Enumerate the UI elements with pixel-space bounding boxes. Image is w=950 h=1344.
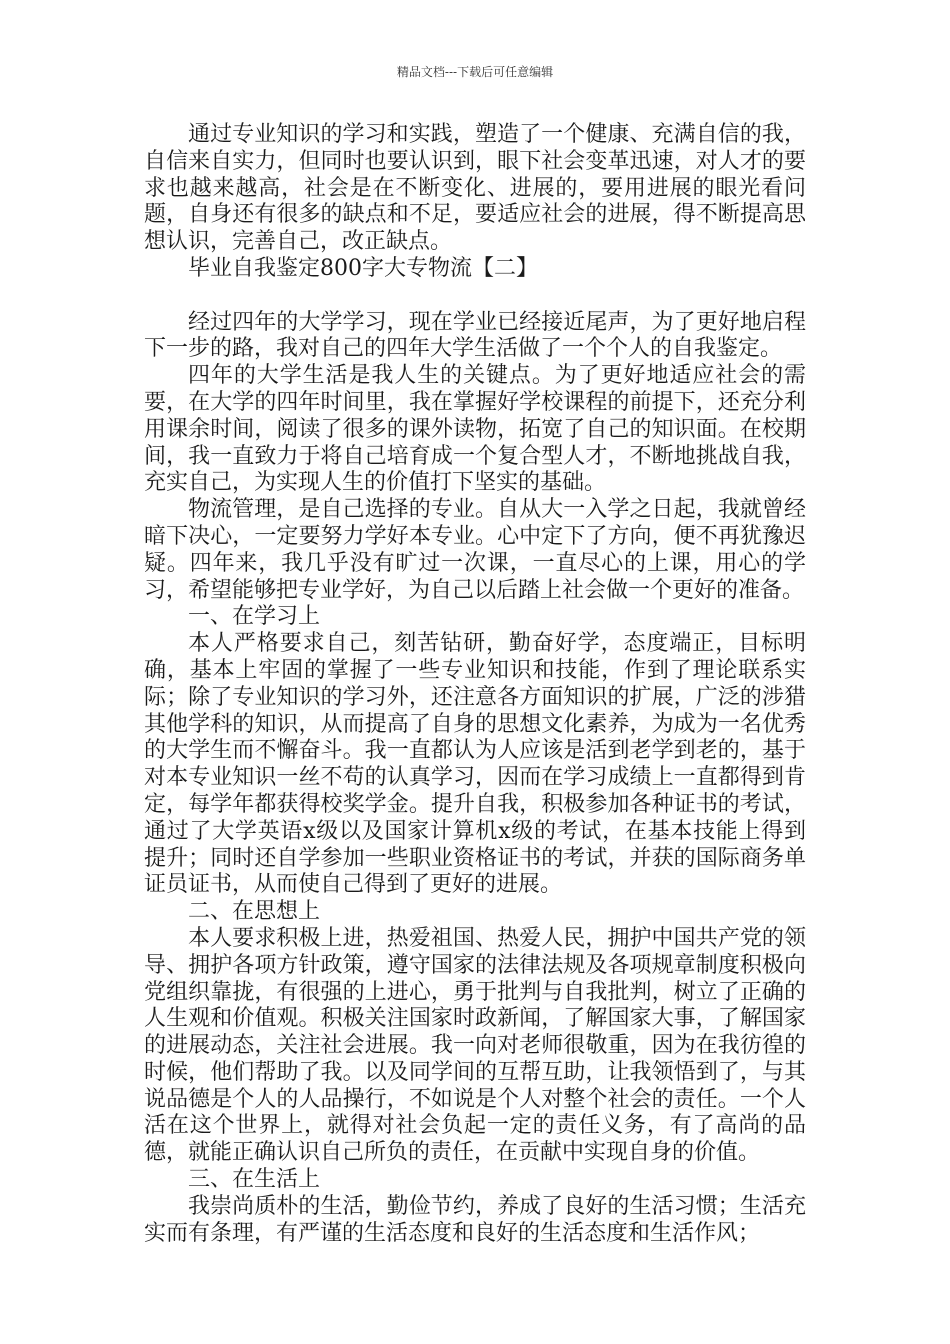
page-header: 精品文档---下载后可任意编辑 — [396, 65, 554, 79]
paragraph-university-life: 四年的大学生活是我人生的关键点。为了更好地适应社会的需要，在大学的四年时间里，我在掌握好学校课程的前提下，还充分利用课余时间，阅读了很多的课外读物，拓宽了自己的知识面。在校期间，我一直致力于将自己培育成一个复合型人才，不断地挑战自我，充实自己，为实现人生的价值打下坚实的基础。 — [144, 363, 806, 496]
study-heading: 一、在学习上 — [188, 604, 321, 630]
paragraph-opening: 经过四年的大学学习，现在学业已经接近尾声，为了更好地启程下一步的路，我对自己的四年大学生活做了一个个人的自我鉴定。 — [144, 309, 806, 362]
section-title: 毕业自我鉴定800字大专物流【二】 — [188, 255, 538, 281]
thought-heading: 二、在思想上 — [188, 899, 321, 925]
intro-paragraph: 通过专业知识的学习和实践，塑造了一个健康、充满自信的我，自信来自实力，但同时也要认识到，眼下社会变革迅速，对人才的要求也越来越高，社会是在不断变化、进展的，要用进展的眼光看问题，自身还有很多的缺点和不足，要适应社会的进展，得不断提高思想认识，完善自己，改正缺点。 — [144, 122, 806, 255]
study-paragraph: 本人严格要求自己，刻苦钻研，勤奋好学，态度端正，目标明确，基本上牢固的掌握了一些专业知识和技能，作到了理论联系实际；除了专业知识的学习外，还注意各方面知识的扩展，广泛的涉猎其他学科的知识，从而提高了自身的思想文化素养，为成为一名优秀的大学生而不懈奋斗。我一直都认为人应该是活到老学到老的，基于对本专业知识一丝不苟的认真学习，因而在学习成绩上一直都得到肯定，每学年都获得校奖学金。提升自我，积极参加各种证书的考试，通过了大学英语x级以及国家计算机x级的考试，在基本技能上得到提升；同时还自学参加一些职业资格证书的考试，并获的国际商务单证员证书，从而使自己得到了更好的进展。 — [144, 631, 806, 898]
paragraph-major: 物流管理，是自己选择的专业。自从大一入学之日起，我就曾经暗下决心，一定要努力学好本专业。心中定下了方向，便不再犹豫迟疑。四年来，我几乎没有旷过一次课，一直尽心的上课，用心的学习，希望能够把专业学好，为自己以后踏上社会做一个更好的准备。 — [144, 497, 806, 603]
life-paragraph: 我崇尚质朴的生活，勤俭节约，养成了良好的生活习惯；生活充实而有条理，有严谨的生活态度和良好的生活态度和生活作风； — [144, 1193, 806, 1246]
document-body — [144, 122, 806, 1247]
thought-paragraph: 本人要求积极上进，热爱祖国、热爱人民，拥护中国共产党的领导、拥护各项方针政策，遵守国家的法律法规及各项规章制度积极向党组织靠拢，有很强的上进心，勇于批判与自我批判，树立了正确的人生观和价值观。积极关注国家时政新闻，了解国家大事，了解国家的进展动态，关注社会进展。我一向对老师很敬重，因为在我彷徨的时候，他们帮助了我。以及同学间的互帮互助，让我领悟到了，与其说品德是个人的人品操行，不如说是个人对整个社会的责任。一个人活在这个世界上，就得对社会负起一定的责任义务，有了高尚的品德，就能正确认识自己所负的责任，在贡献中实现自身的价值。 — [144, 925, 806, 1166]
blank-line — [144, 283, 806, 310]
life-heading: 三、在生活上 — [188, 1167, 321, 1193]
